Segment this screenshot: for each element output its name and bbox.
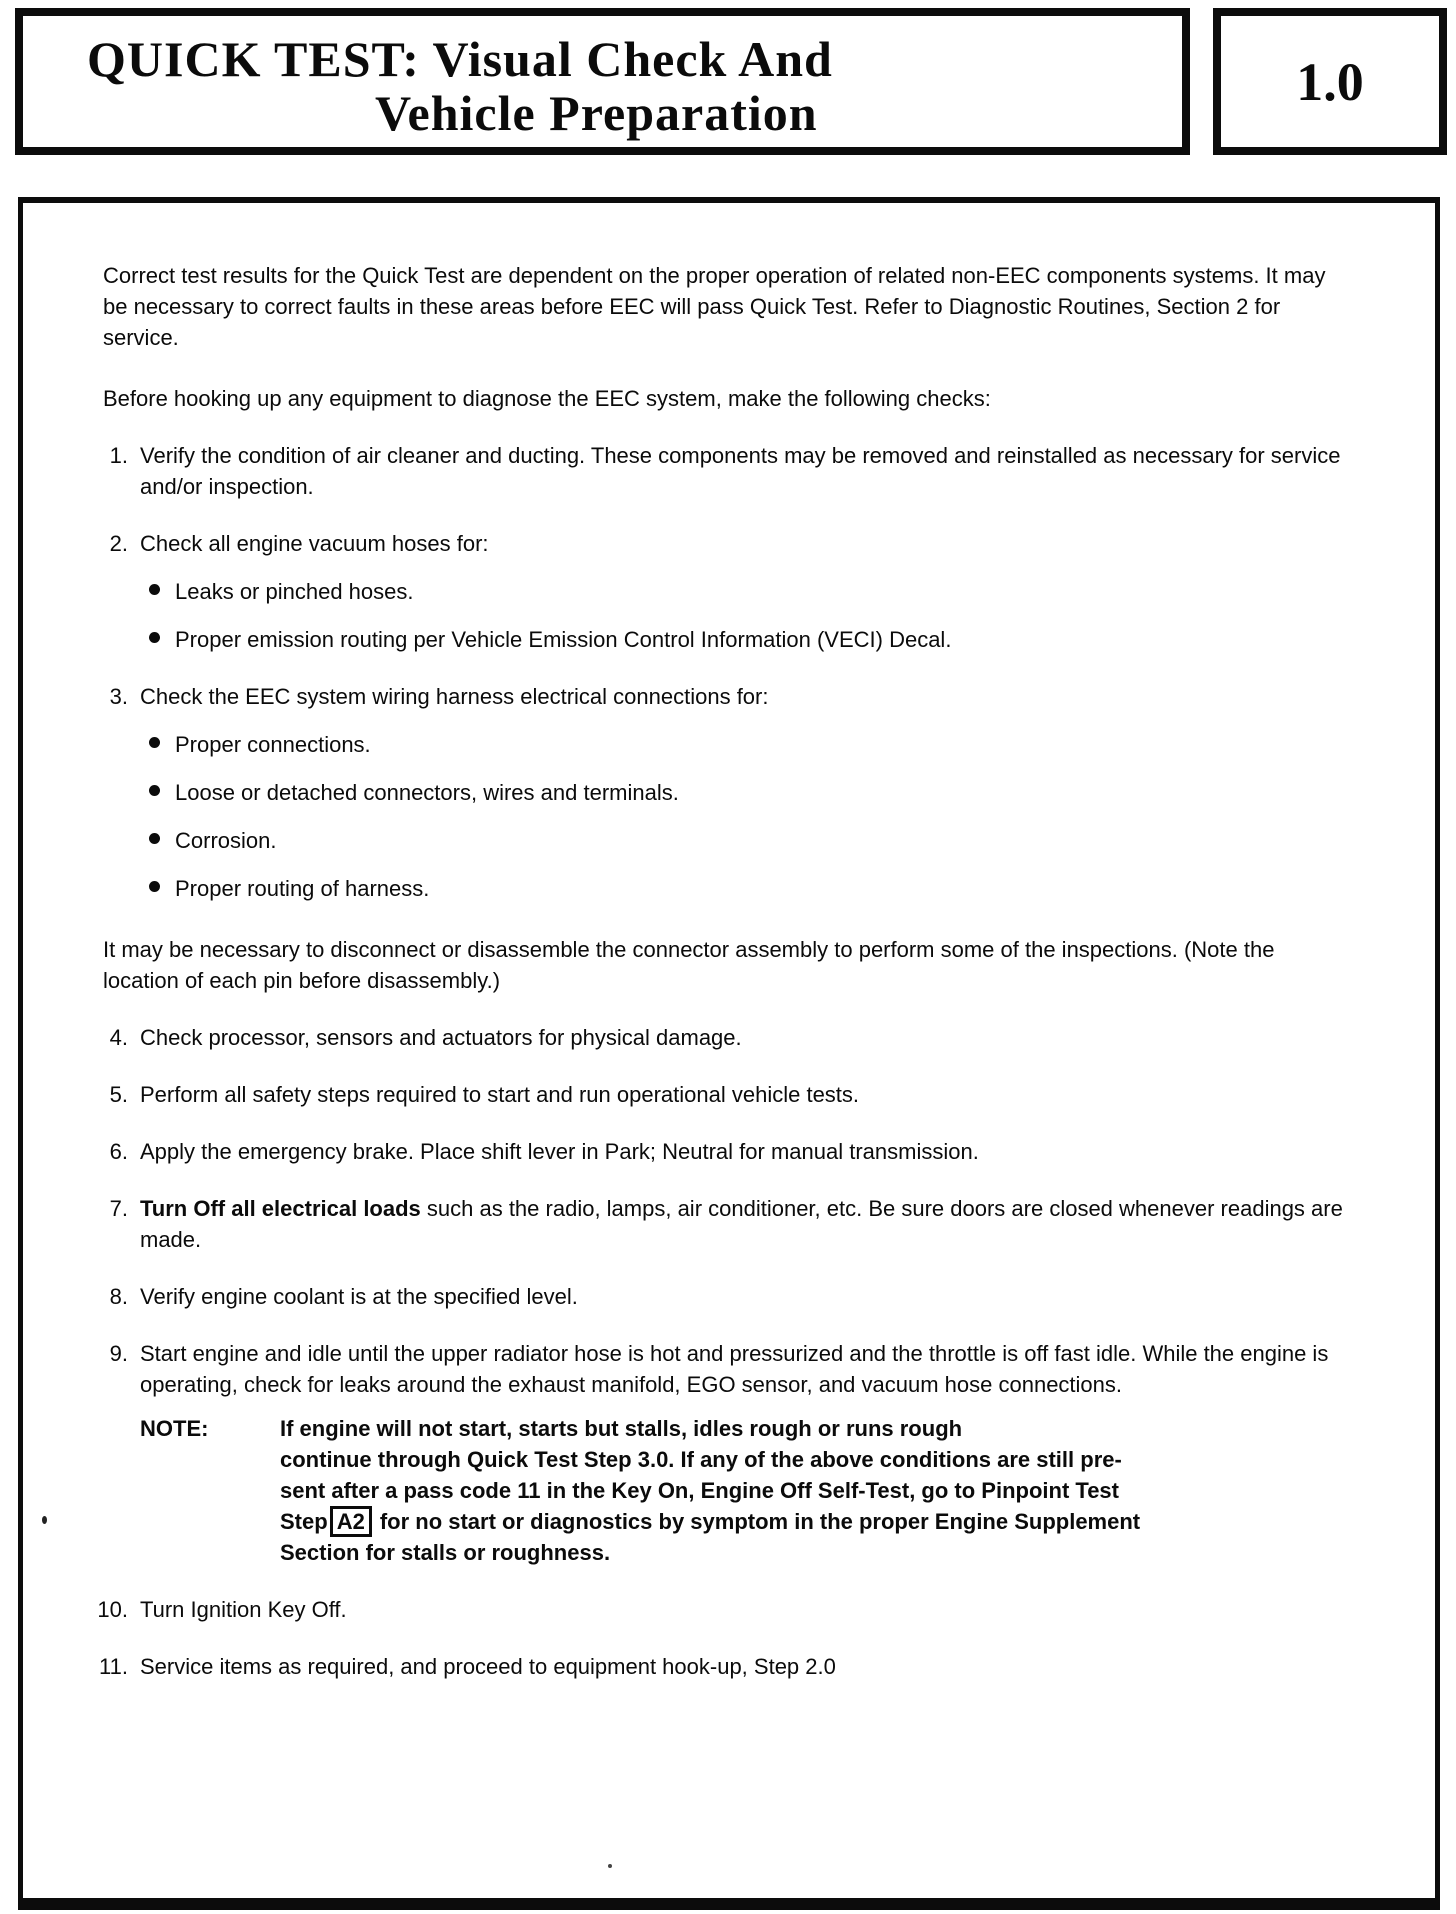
content-frame: [18, 197, 1440, 1910]
note-line-3: sent after a pass code 11 in the Key On, Engine Off Self-Test, go to Pinpoint Test: [280, 1478, 1119, 1503]
note-line-2: continue through Quick Test Step 3.0. If any of the above conditions are still pre-: [280, 1447, 1122, 1472]
step-text: Start engine and idle until the upper radiator hose is hot and pressurized and the throttle is off fast idle. While the engine is operating, check for leaks around the exhaust manifold, EGO sensor, and vacuum hose connections.: [140, 1341, 1329, 1397]
bullet-icon: [149, 785, 160, 796]
bullet-text: Corrosion.: [175, 828, 277, 853]
intro-paragraph-1: Correct test results for the Quick Test are dependent on the proper operation of related non-EEC components systems. It may be necessary to correct faults in these areas before EEC will pass Quick Test. Refer to Diagnostic Routines, Section 2 for service.: [103, 263, 1326, 350]
section-number: 1.0: [1296, 51, 1364, 112]
bullet-text: Leaks or pinched hoses.: [175, 579, 414, 604]
step-5: [103, 1079, 1347, 1110]
step-number: 7.: [109, 1196, 128, 1221]
scan-speck: [608, 1864, 612, 1868]
step-number: 6.: [109, 1139, 128, 1164]
note-block: [103, 1413, 1347, 1568]
step-text: Verify engine coolant is at the specified level.: [140, 1284, 578, 1309]
step-text: Turn Ignition Key Off.: [140, 1597, 347, 1622]
note-line-5: Section for stalls or roughness.: [280, 1540, 611, 1565]
bullet-text: Loose or detached connectors, wires and terminals.: [175, 780, 679, 805]
step-bold-lead: Turn Off all electrical loads: [140, 1196, 421, 1221]
step-7: [103, 1193, 1347, 1255]
step-number: 1.: [109, 443, 128, 468]
step-number: 9.: [109, 1341, 128, 1366]
bullet-item: [140, 777, 1347, 808]
page-header: [15, 8, 1447, 155]
step-body: [128, 528, 1347, 655]
bullet-icon: [149, 833, 160, 844]
bullet-text: Proper emission routing per Vehicle Emission Control Information (VECI) Decal.: [175, 627, 952, 652]
bullet-item: [140, 825, 1347, 856]
note-line-4: [280, 1506, 1347, 1537]
note-body: [280, 1413, 1347, 1568]
step-text: [128, 1193, 1347, 1255]
step-10: [97, 1594, 1347, 1625]
note-line-4-pre: Step: [280, 1509, 328, 1534]
step-8: [103, 1281, 1347, 1312]
step-text: Verify the condition of air cleaner and ducting. These components may be removed and reinstalled as necessary for service and/or inspection.: [140, 443, 1341, 499]
bullet-icon: [149, 881, 160, 892]
scan-speck: [42, 1516, 47, 1524]
step-number: 10.: [97, 1597, 128, 1622]
step-2: [103, 528, 1347, 655]
bullet-icon: [149, 632, 160, 643]
page-title-line2: Vehicle Preparation: [375, 85, 818, 141]
bullet-icon: [149, 737, 160, 748]
step-number: 5.: [109, 1082, 128, 1107]
step-9: [103, 1338, 1347, 1400]
step-body: [128, 681, 1347, 904]
step-6: [103, 1136, 1347, 1167]
step-number: 4.: [109, 1025, 128, 1050]
step-text: Service items as required, and proceed to equipment hook-up, Step 2.0: [140, 1654, 836, 1679]
bullet-item: [140, 873, 1347, 904]
section-number-box: [1213, 8, 1447, 155]
intro-paragraph-2: Before hooking up any equipment to diagnose the EEC system, make the following checks:: [103, 386, 991, 411]
bullet-text: Proper routing of harness.: [175, 876, 430, 901]
note-line-4-post: for no start or diagnostics by symptom in the proper Engine Supplement: [379, 1509, 1141, 1534]
step-text: Check processor, sensors and actuators for physical damage.: [140, 1025, 742, 1050]
step-number: 8.: [109, 1284, 128, 1309]
step-text-rest: such as the radio, lamps, air conditioner, etc. Be sure doors are closed whenever readings are made.: [140, 1196, 1343, 1252]
note-line-1: If engine will not start, starts but stalls, idles rough or runs rough: [280, 1416, 963, 1441]
bullet-item: [140, 624, 1347, 655]
connector-paragraph: It may be necessary to disconnect or disassemble the connector assembly to perform some of the inspections. (Note the location of each pin before disassembly.): [103, 937, 1275, 993]
step-text: Perform all safety steps required to start and run operational vehicle tests.: [140, 1082, 860, 1107]
bullet-item: [140, 576, 1347, 607]
step-3: [103, 681, 1347, 904]
title-box: [15, 8, 1190, 155]
bullet-text: Proper connections.: [175, 732, 371, 757]
bullet-item: [140, 729, 1347, 760]
step-4: [103, 1022, 1347, 1053]
page-title-line1: QUICK TEST: Visual Check And: [87, 31, 833, 87]
step-11: [99, 1651, 1347, 1682]
step-number: 2.: [109, 531, 128, 556]
note-label: NOTE:: [140, 1416, 209, 1441]
step-text: Apply the emergency brake. Place shift lever in Park; Neutral for manual transmission.: [140, 1139, 979, 1164]
step-text: Check all engine vacuum hoses for:: [140, 531, 489, 556]
step-1: [103, 440, 1347, 502]
step-text: Check the EEC system wiring harness electrical connections for:: [140, 684, 769, 709]
a2-reference-box: A2: [330, 1506, 372, 1537]
bullet-icon: [149, 584, 160, 595]
step-number: 11.: [99, 1654, 128, 1679]
step-number: 3.: [109, 684, 128, 709]
